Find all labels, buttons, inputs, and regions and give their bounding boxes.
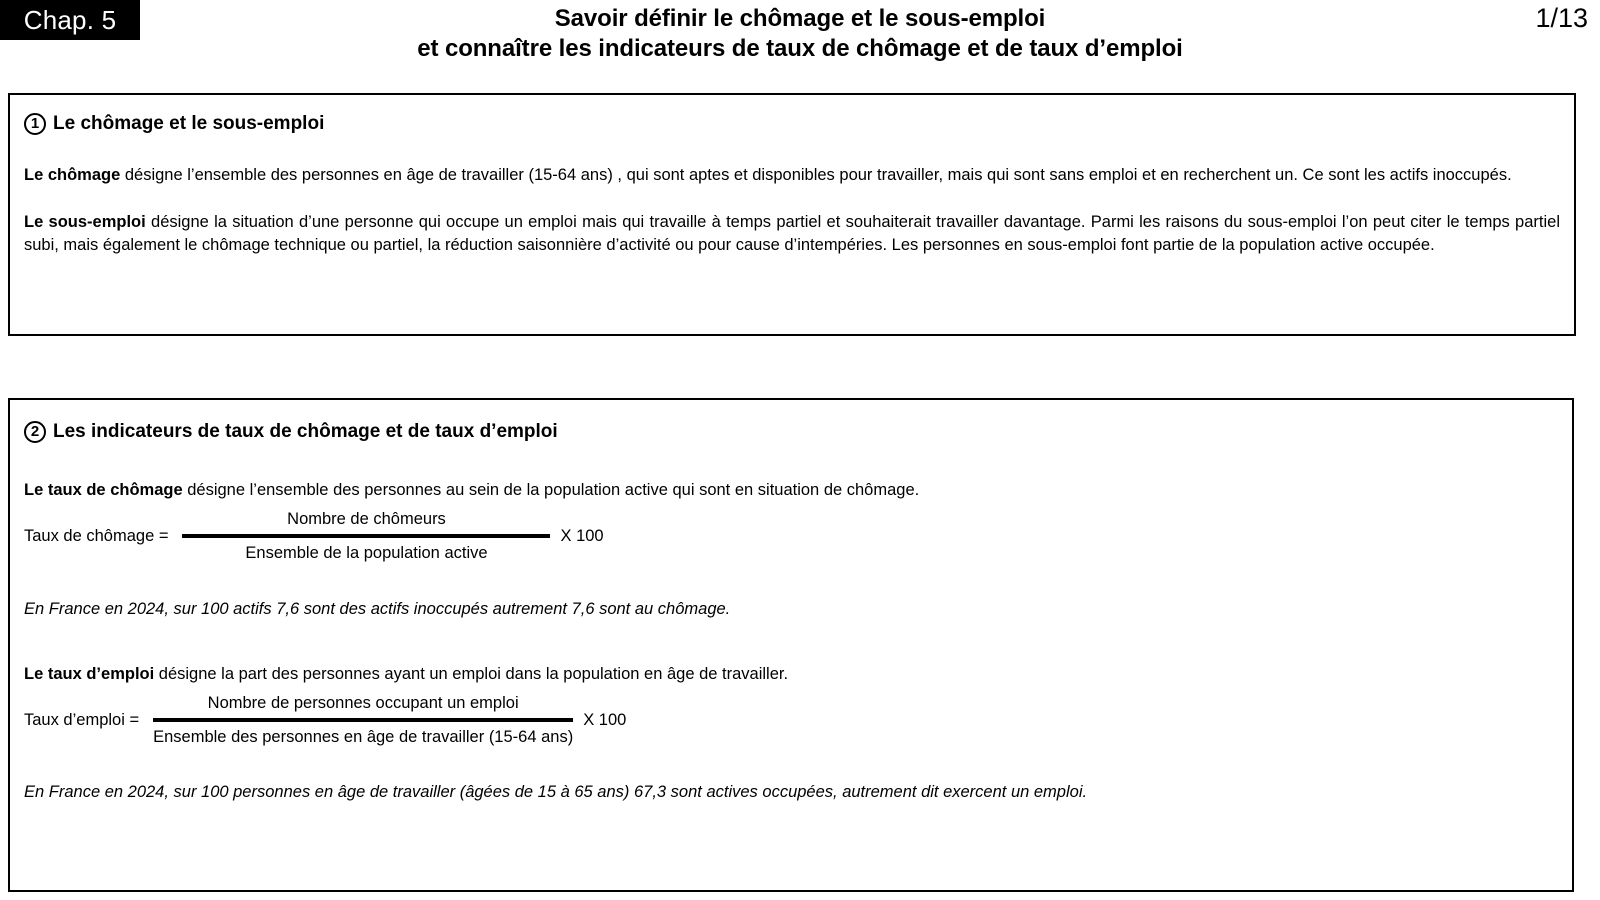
panel-indicators-body: [10, 400, 1572, 803]
unemployment-formula-multiplier: X 100: [560, 526, 604, 545]
page-counter: [1535, 2, 1588, 34]
employment-rate-example-note: En France en 2024, sur 100 personnes en âge de travailler (âgées de 15 à 65 ans) 67,3 sont actives occupées, autrement dit exercent un emploi.: [24, 783, 1088, 801]
panel-indicators-heading-label: Les indicateurs de taux de chômage et de taux d’emploi: [53, 421, 558, 442]
panel-indicators: [8, 398, 1574, 892]
page-title-line-2: et connaître les indicateurs de taux de chômage et de taux d’emploi: [417, 35, 1183, 62]
panel-definitions: [8, 93, 1576, 336]
unemployment-fraction-denominator: Ensemble de la population active: [245, 544, 488, 562]
panel-definitions-heading-label: Le chômage et le sous-emploi: [53, 113, 325, 134]
unemployment-formula-label: Taux de chômage =: [24, 526, 169, 545]
circled-number-icon: 1: [24, 113, 46, 135]
definition-unemployment-paragraph: [24, 164, 1560, 187]
circled-number-icon: 2: [24, 421, 46, 443]
definition-underemployment-paragraph: [24, 211, 1560, 257]
employment-formula-label: Taux d’emploi =: [24, 710, 140, 729]
employment-formula-multiplier: X 100: [583, 710, 627, 729]
definition-underemployment-term: Le sous-emploi: [24, 213, 146, 231]
panel-indicators-heading: [24, 420, 1558, 444]
definition-unemployment-term: Le chômage: [24, 166, 121, 184]
page-title: [150, 4, 1450, 64]
employment-rate-lead: [24, 663, 1558, 686]
definition-unemployment-text: désigne l’ensemble des personnes en âge de travailler (15-64 ans) , qui sont aptes et disponibles pour travailler, mais qui sont sans emploi et en recherchent un. Ce sont les actifs inoccupés.: [120, 166, 1512, 184]
unemployment-rate-term: Le taux de chômage: [24, 481, 183, 499]
chapter-badge: [0, 0, 140, 40]
panel-definitions-body: [10, 95, 1574, 257]
employment-fraction: [153, 692, 573, 748]
definition-underemployment-text: désigne la situation d’une personne qui occupe un emploi mais qui travaille à temps partiel et souhaiterait travailler davantage. Parmi les raisons du sous-emploi l’on peut citer le temps partiel subi, mais également le chômage technique ou partiel, la réduction saisonnière d’activité ou pour cause d’intempéries. Les personnes en sous-emploi font partie de la population active occupée.: [24, 213, 1560, 254]
page-counter-label: 1/13: [1535, 3, 1588, 33]
fraction-bar: [182, 534, 550, 538]
unemployment-fraction: [182, 508, 550, 564]
employment-fraction-numerator: Nombre de personnes occupant un emploi: [207, 694, 519, 712]
unemployment-fraction-numerator: Nombre de chômeurs: [287, 510, 446, 528]
employment-fraction-denominator: Ensemble des personnes en âge de travailler (15-64 ans): [153, 728, 574, 746]
chapter-badge-label: Chap. 5: [23, 5, 117, 35]
unemployment-rate-text: désigne l’ensemble des personnes au sein de la population active qui sont en situation de chômage.: [182, 481, 920, 499]
employment-rate-text: désigne la part des personnes ayant un emploi dans la population en âge de travailler.: [154, 665, 789, 683]
unemployment-rate-example-note: En France en 2024, sur 100 actifs 7,6 sont des actifs inoccupés autrement 7,6 sont au chômage.: [24, 600, 731, 618]
employment-rate-term: Le taux d’emploi: [24, 665, 155, 683]
panel-definitions-heading: [24, 112, 1560, 136]
page-title-line-1: Savoir définir le chômage et le sous-emploi: [554, 5, 1046, 32]
employment-rate-formula: [24, 692, 1558, 748]
fraction-bar: [153, 718, 573, 722]
unemployment-rate-lead: [24, 479, 1558, 502]
unemployment-rate-formula: [24, 508, 1558, 564]
